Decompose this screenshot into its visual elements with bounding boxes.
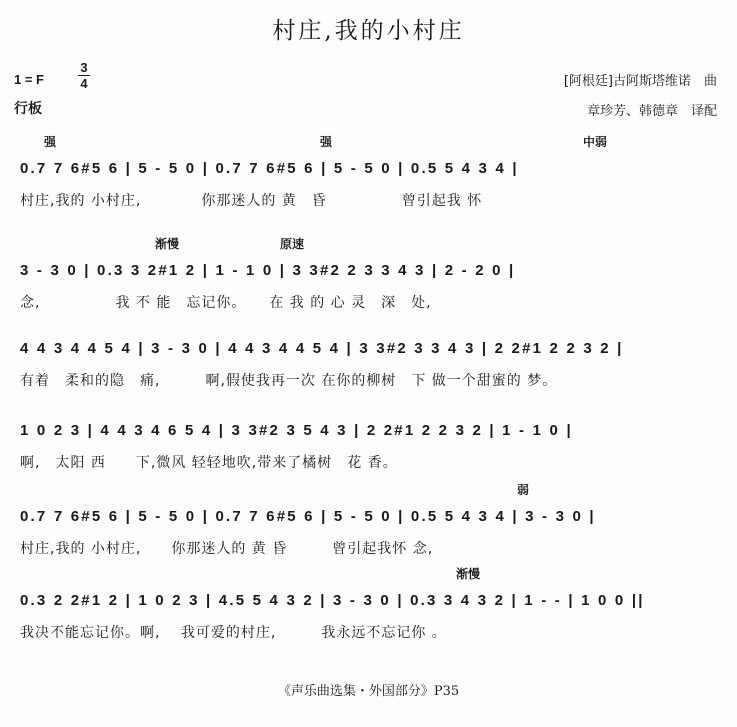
dynamic-mark: 渐慢 — [456, 567, 481, 581]
notation-line: 3 - 3 0 | 0.3 3 2#1 2 | 1 - 1 0 | 3 3#2 2 3 3 4 3 | 2 - 2 0 | — [20, 262, 516, 279]
lyric-line: 我决不能忘记你。啊, 我可爱的村庄, 我永远不忘记你 。 — [20, 625, 447, 641]
notation-line: 4 4 3 4 4 5 4 | 3 - 3 0 | 4 4 3 4 4 5 4 | 3 3#2 3 3 4 3 | 2 2#1 2 2 3 2 | — [20, 340, 624, 357]
dynamic-mark: 渐慢 — [155, 237, 180, 251]
notation-line: 0.3 2 2#1 2 | 1 0 2 3 | 4.5 5 4 3 2 | 3 - 3 0 | 0.3 3 4 3 2 | 1 - - | 1 0 0 || — [20, 592, 645, 609]
lyric-line: 有着 柔和的隐 痛, 啊,假使我再一次 在你的柳树 下 做一个甜蜜的 梦。 — [20, 373, 558, 389]
dynamic-mark: 原速 — [280, 237, 305, 251]
notation-line: 0.7 7 6#5 6 | 5 - 5 0 | 0.7 7 6#5 6 | 5 - 5 0 | 0.5 5 4 3 4 | — [20, 160, 519, 177]
lyric-line: 村庄,我的 小村庄, 你那迷人的 黄 昏 曾引起我 怀 — [20, 193, 483, 209]
dynamic-mark: 弱 — [517, 483, 530, 497]
lyric-line: 念, 我 不 能 忘记你。 在 我 的 心 灵 深 处, — [20, 295, 432, 311]
notation-line: 1 0 2 3 | 4 4 3 4 6 5 4 | 3 3#2 3 5 4 3 | 2 2#1 2 2 3 2 | 1 - 1 0 | — [20, 422, 573, 439]
dynamic-mark: 中弱 — [583, 135, 608, 149]
lyric-line: 啊, 太阳 西 下,微风 轻轻地吹,带来了橘树 花 香。 — [20, 455, 398, 471]
song-title: 村庄,我的小村庄 — [272, 18, 465, 44]
lyric-line: 村庄,我的 小村庄, 你那迷人的 黄 昏 曾引起我怀 念, — [20, 541, 434, 557]
notation-line: 0.7 7 6#5 6 | 5 - 5 0 | 0.7 7 6#5 6 | 5 - 5 0 | 0.5 5 4 3 4 | 3 - 3 0 | — [20, 508, 596, 525]
meter-bottom: 4 — [80, 76, 88, 91]
tempo-marking: 行板 — [14, 101, 42, 117]
arranger-credit: 章珍芳、韩德章 译配 — [586, 104, 717, 119]
dynamic-mark: 强 — [44, 135, 57, 149]
meter-top: 3 — [80, 60, 88, 75]
key-signature: 1 = F — [14, 72, 44, 87]
time-signature — [77, 60, 91, 91]
source-citation: 《声乐曲选集・外国部分》P35 — [277, 684, 460, 699]
dynamic-mark: 强 — [320, 135, 333, 149]
composer-credit: [阿根廷]古阿斯塔维诺 曲 — [563, 74, 717, 89]
